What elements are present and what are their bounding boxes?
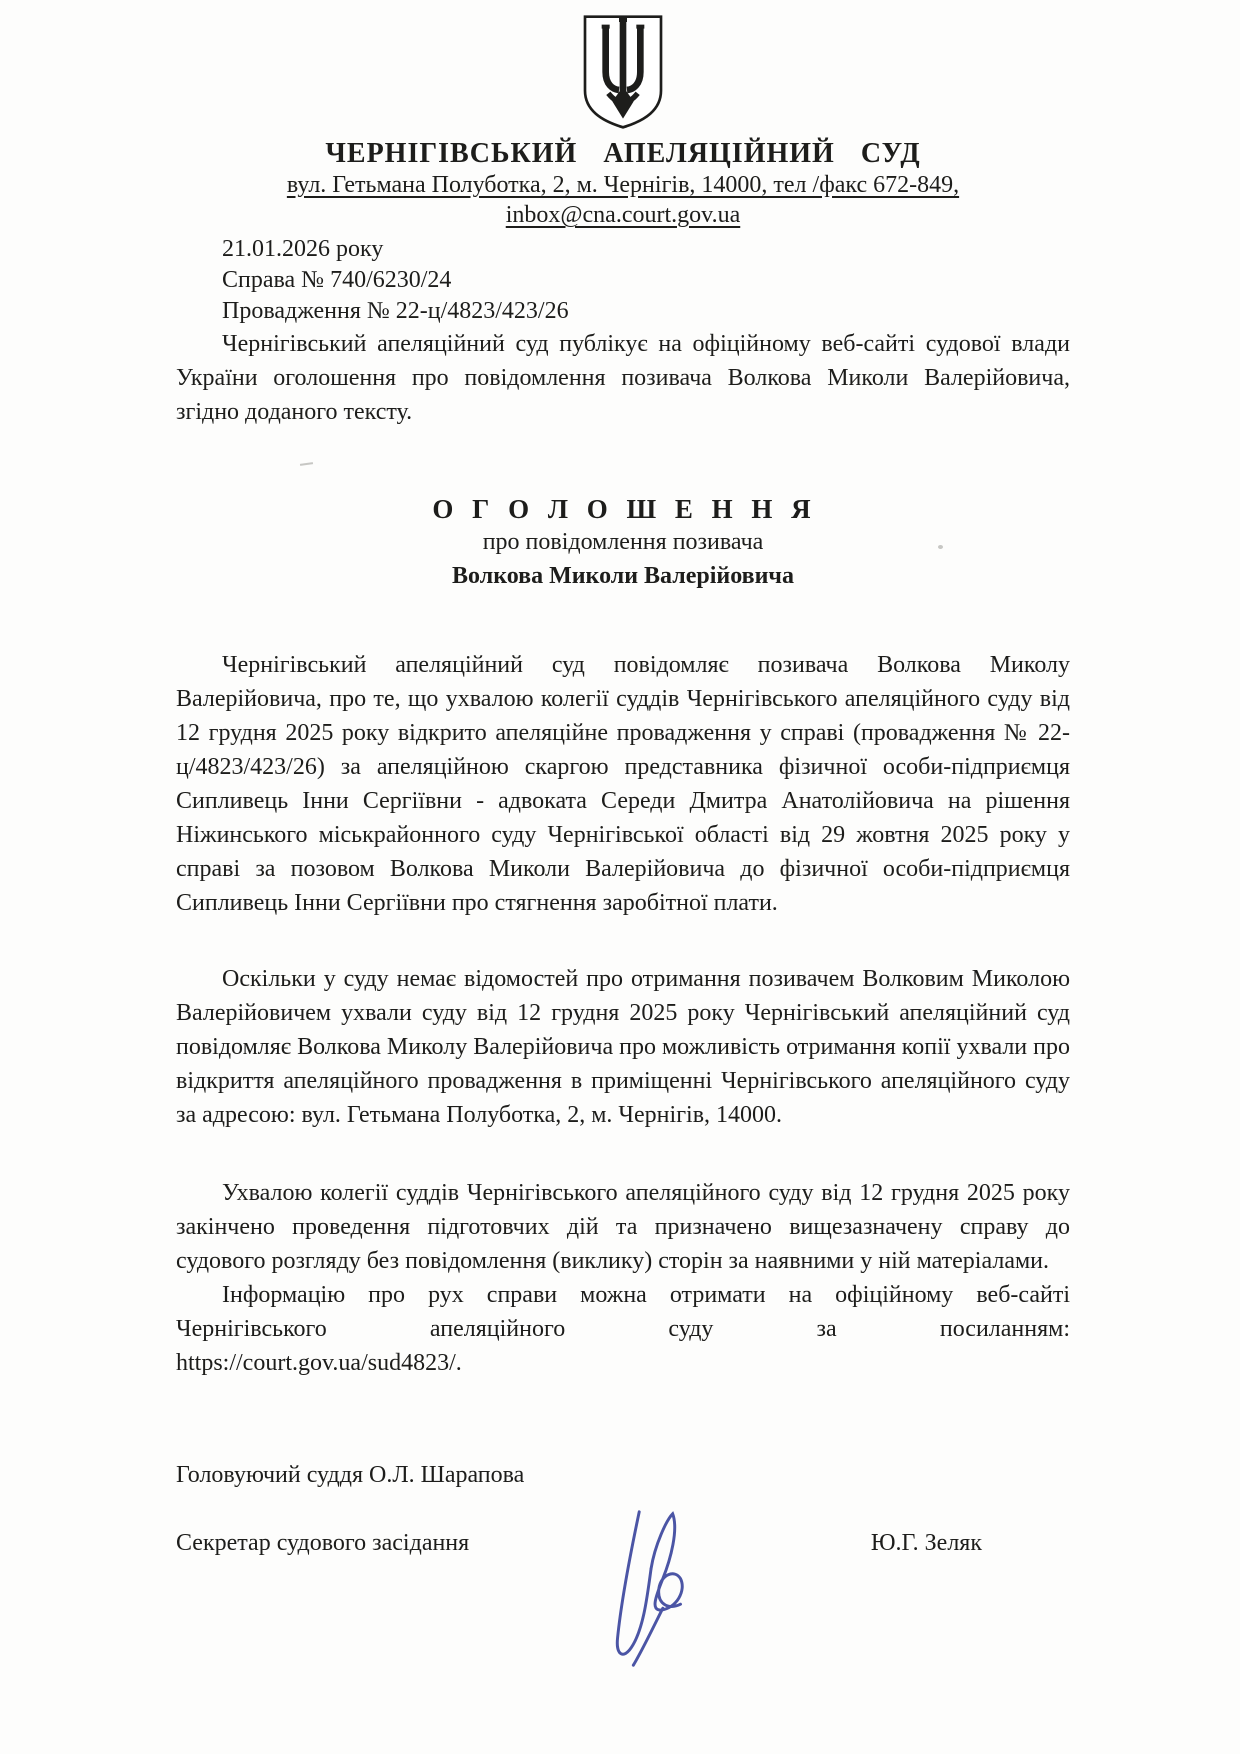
ukraine-trident-emblem-icon: [579, 12, 667, 132]
court-email: inbox@cna.court.gov.ua: [505, 202, 741, 228]
case-meta-block: [222, 234, 1070, 327]
proceeding-number: Провадження № 22-ц/4823/423/26: [222, 298, 569, 324]
secretary-signature-icon: [594, 1500, 712, 1672]
court-name: ЧЕРНІГІВСЬКИЙ АПЕЛЯЦІЙНИЙ СУД: [325, 138, 921, 169]
notice-paragraph: Чернігівський апеляційний суд повідомляє позивача Волкова Миколу Валерійовича, про те, що ухвалою колегії суддів Чернігівського апеляційного суду від 12 грудня 2025 року відкрито апеляційне провадження у справі (провадження № 22-ц/4823/423/26) за апеляційною скаргою представника фізичної особи-підприємця Сипливець Інни Сергіївни - адвоката Середи Дмитра Анатолійовича на рішення Ніжинського міськрайонного суду Чернігівської області від 29 жовтня 2025 року у справі за позовом Волкова Миколи Валерійовича до фізичної особи-підприємця Сипливець Інни Сергіївни про стягнення заробітної плати.: [176, 652, 1070, 916]
secretary-signature-row: [176, 1528, 1070, 1558]
case-info-url: https://court.gov.ua/sud4823/.: [176, 1350, 462, 1376]
secretary-name: Ю.Г. Зеляк: [870, 1530, 982, 1556]
scan-artifact: [938, 545, 943, 549]
court-address: вул. Гетьмана Полуботка, 2, м. Чернігів, 14000, тел /факс 672-849,: [286, 172, 960, 198]
secretary-label: Секретар судового засідання: [176, 1530, 470, 1556]
announcement-subtitle: про повідомлення позивача: [482, 529, 764, 555]
hearing-paragraph: Ухвалою колегії суддів Чернігівського апеляційного суду від 12 грудня 2025 року закінчено проведення підготовчих дій та призначено вищезазначену справу до судового розгляду без повідомлення (виклику) сторін за наявними у ній матеріалами.: [176, 1180, 1070, 1274]
case-info-paragraph: Інформацію про рух справи можна отримати на офіційному веб-сайті Чернігівського апеляційного суду за посиланням:: [176, 1282, 1070, 1342]
document-date: 21.01.2026 року: [222, 236, 384, 262]
case-number: Справа № 740/6230/24: [222, 267, 452, 293]
intro-paragraph: Чернігівський апеляційний суд публікує на офіційному веб-сайті судової влади України оголошення про повідомлення позивача Волкова Миколи Валерійовича, згідно доданого тексту.: [176, 331, 1070, 425]
announcement-title: О Г О Л О Ш Е Н Н Я: [432, 494, 814, 524]
judge-signature-line: Головуючий суддя О.Л. Шарапова: [176, 1462, 525, 1488]
copy-availability-paragraph: Оскільки у суду немає відомостей про отримання позивачем Волковим Миколою Валерійовичем ухвали суду від 12 грудня 2025 року Чернігівський апеляційний суд повідомляє Волкова Миколу Валерійовича про можливість отримання копії ухвали про відкриття апеляційного провадження в приміщенні Чернігівського апеляційного суду за адресою: вул. Гетьмана Полуботка, 2, м. Чернігів, 14000.: [176, 966, 1070, 1128]
announcement-subject: Волкова Миколи Валерійовича: [452, 563, 794, 589]
